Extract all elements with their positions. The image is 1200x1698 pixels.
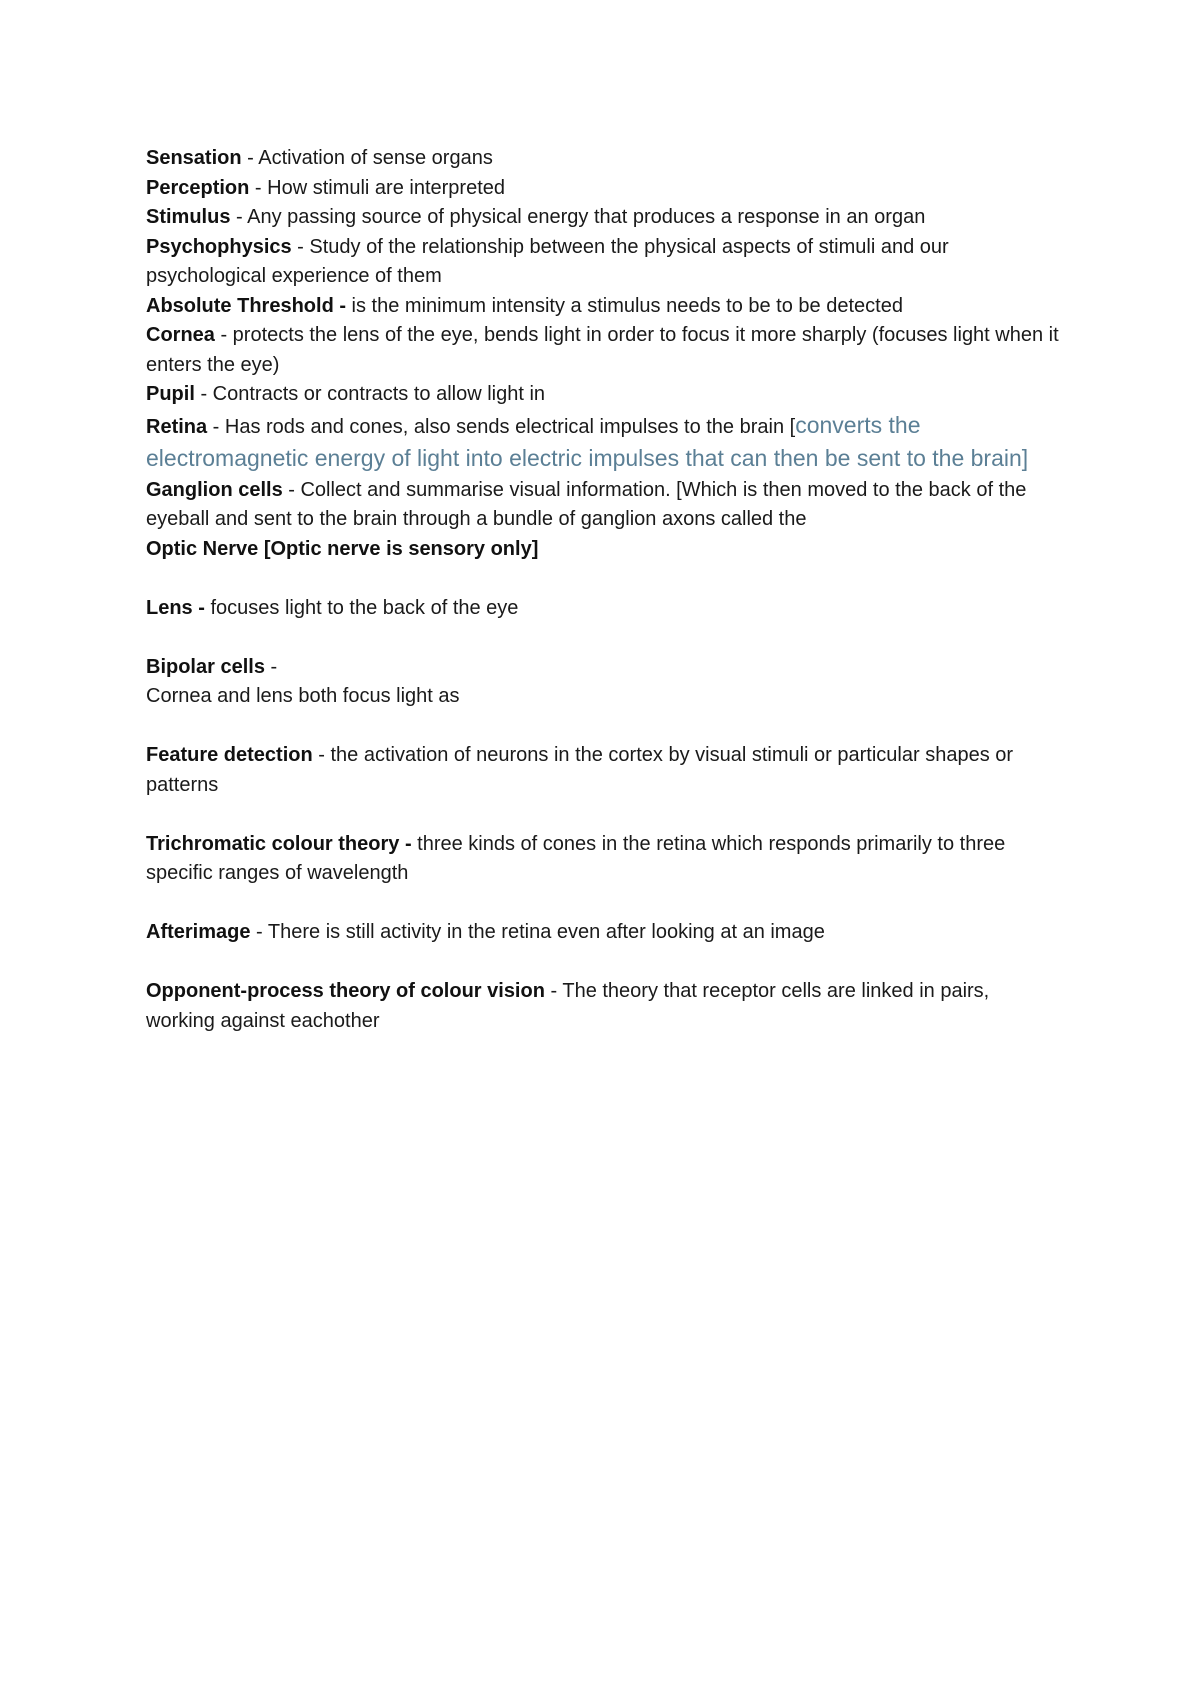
definition-text: - Activation of sense organs	[241, 147, 493, 169]
paragraph-gap	[146, 623, 1061, 653]
entry-perception	[146, 174, 1061, 204]
entry-cornea-lens-note	[146, 682, 1061, 712]
term-label: Pupil	[146, 383, 195, 405]
definition-text: Cornea and lens both focus light as	[146, 685, 460, 707]
term-label: Trichromatic colour theory -	[146, 832, 412, 855]
entry-trichromatic-theory	[146, 830, 1061, 889]
definition-text: - Study of the relationship between the physical aspects of stimuli and our psychological experience of them	[146, 235, 949, 287]
entry-ganglion-cells	[146, 476, 1061, 535]
entry-pupil	[146, 380, 1061, 410]
definition-text: -	[264, 655, 278, 678]
term-label: Sensation	[146, 147, 242, 169]
term-label: Opponent-process theory of colour vision	[146, 980, 545, 1002]
term-label: Cornea	[146, 324, 215, 346]
entry-afterimage	[146, 918, 1061, 948]
entry-retina	[146, 410, 1061, 476]
entry-stimulus	[146, 203, 1061, 233]
definition-text: - Has rods and cones, also sends electrical impulses to the brain [	[207, 415, 796, 438]
entry-absolute-threshold	[146, 292, 1061, 322]
entry-cornea	[146, 321, 1061, 380]
paragraph-gap	[146, 800, 1061, 830]
definition-text: - There is still activity in the retina even after looking at an image	[250, 921, 825, 943]
entry-sensation	[146, 144, 1061, 174]
paragraph-gap	[146, 564, 1061, 594]
term-label: Stimulus	[146, 206, 231, 228]
definition-text: - The theory that receptor cells are linked in pairs, working against eachother	[146, 980, 990, 1032]
term-label: Feature detection	[146, 744, 313, 766]
paragraph-gap	[146, 712, 1061, 742]
definition-text: focuses light to the back of the eye	[204, 596, 519, 619]
definition-text: - protects the lens of the eye, bends light in order to focus it more sharply (focuses light when it enters the eye)	[146, 324, 1059, 376]
definition-text: is the minimum intensity a stimulus needs to be to be detected	[346, 294, 903, 317]
term-label: Lens -	[146, 596, 205, 619]
retina-note: converts the electromagnetic energy of light into electric impulses that can then be sent to the brain]	[146, 411, 1029, 471]
definition-text: - the activation of neurons in the cortex by visual stimuli or particular shapes or patterns	[146, 744, 1014, 796]
entry-feature-detection	[146, 741, 1061, 800]
definition-text: - Any passing source of physical energy that produces a response in an organ	[230, 206, 926, 228]
paragraph-gap	[146, 948, 1061, 978]
entry-optic-nerve	[146, 535, 1061, 565]
term-label: Bipolar cells	[146, 655, 265, 678]
entry-lens	[146, 594, 1061, 624]
definition-text: - How stimuli are interpreted	[249, 176, 506, 199]
term-label: Retina	[146, 415, 208, 438]
entry-opponent-process-theory	[146, 977, 1061, 1036]
definition-text: three kinds of cones in the retina which responds primarily to three specific ranges of wavelength	[146, 832, 1006, 884]
paragraph-gap	[146, 889, 1061, 919]
term-label: Absolute Threshold -	[146, 294, 346, 317]
definition-text: - Contracts or contracts to allow light in	[194, 383, 546, 405]
definition-text: - Collect and summarise visual information. [Which is then moved to the back of the eyeball and sent to the brain through a bundle of ganglion axons called the	[146, 478, 1027, 530]
entry-psychophysics	[146, 233, 1061, 292]
term-label: Perception	[146, 176, 250, 199]
glossary-notes	[146, 144, 1061, 1036]
term-label: Ganglion cells	[146, 478, 283, 501]
term-label: Psychophysics	[146, 235, 292, 258]
entry-bipolar-cells	[146, 653, 1061, 683]
term-label: Optic Nerve [Optic nerve is sensory only]	[146, 537, 539, 560]
term-label: Afterimage	[146, 921, 251, 943]
